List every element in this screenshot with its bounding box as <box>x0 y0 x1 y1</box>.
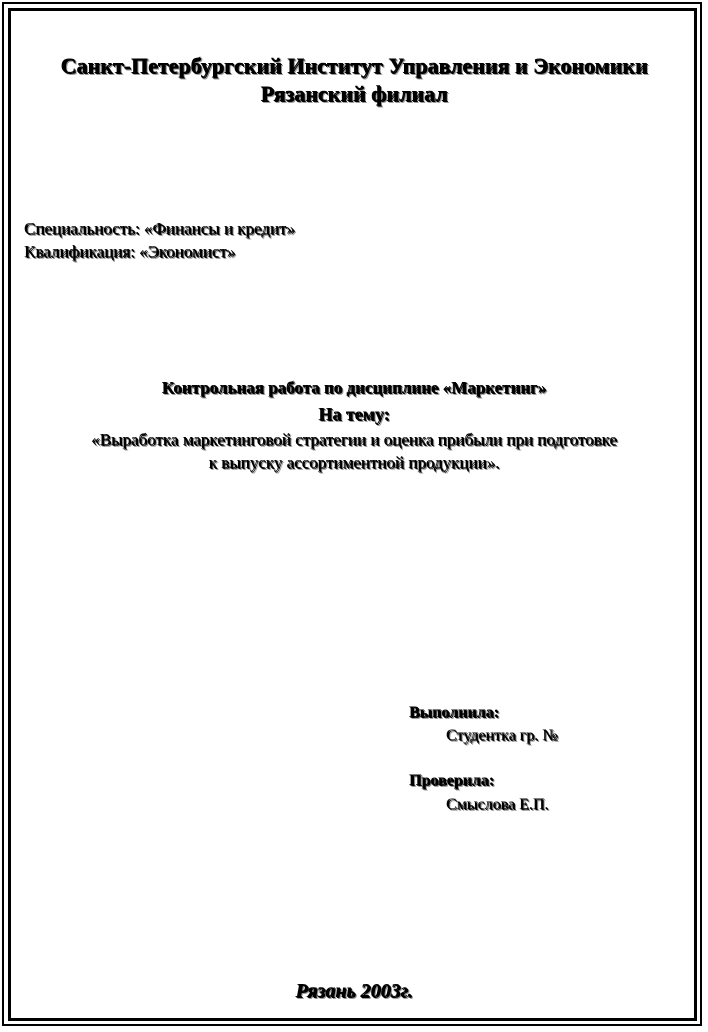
done-by-value: Студентка гр. № <box>446 727 558 744</box>
topic-text <box>0 428 708 474</box>
qualification-text: Квалификация: «Экономист» <box>24 242 236 261</box>
topic-label: На тему: <box>318 404 390 424</box>
page-border-inner <box>8 8 697 1021</box>
topic-line-1: «Выработка маркетинговой стратегии и оценка прибыли при подготовке <box>91 430 617 449</box>
institution-name: Санкт-Петербургский Институт Управления и Экономики <box>60 53 648 78</box>
topic-line-2: к выпуску ассортиментной продукции». <box>208 453 500 472</box>
checked-by-label: Проверила: <box>409 772 495 789</box>
specialty-text: Специальность: «Финансы и кредит» <box>24 219 295 238</box>
institution-branch: Рязанский филиал <box>260 81 448 106</box>
checked-by-value: Смыслова Е.П. <box>446 796 549 813</box>
done-by-label: Выполнила: <box>409 704 499 721</box>
work-title: Контрольная работа по дисциплине «Маркетинг» <box>161 378 547 397</box>
qualifications-block <box>24 217 295 263</box>
institution-header <box>0 52 708 108</box>
city-year: Рязань 2003г. <box>295 980 413 1002</box>
